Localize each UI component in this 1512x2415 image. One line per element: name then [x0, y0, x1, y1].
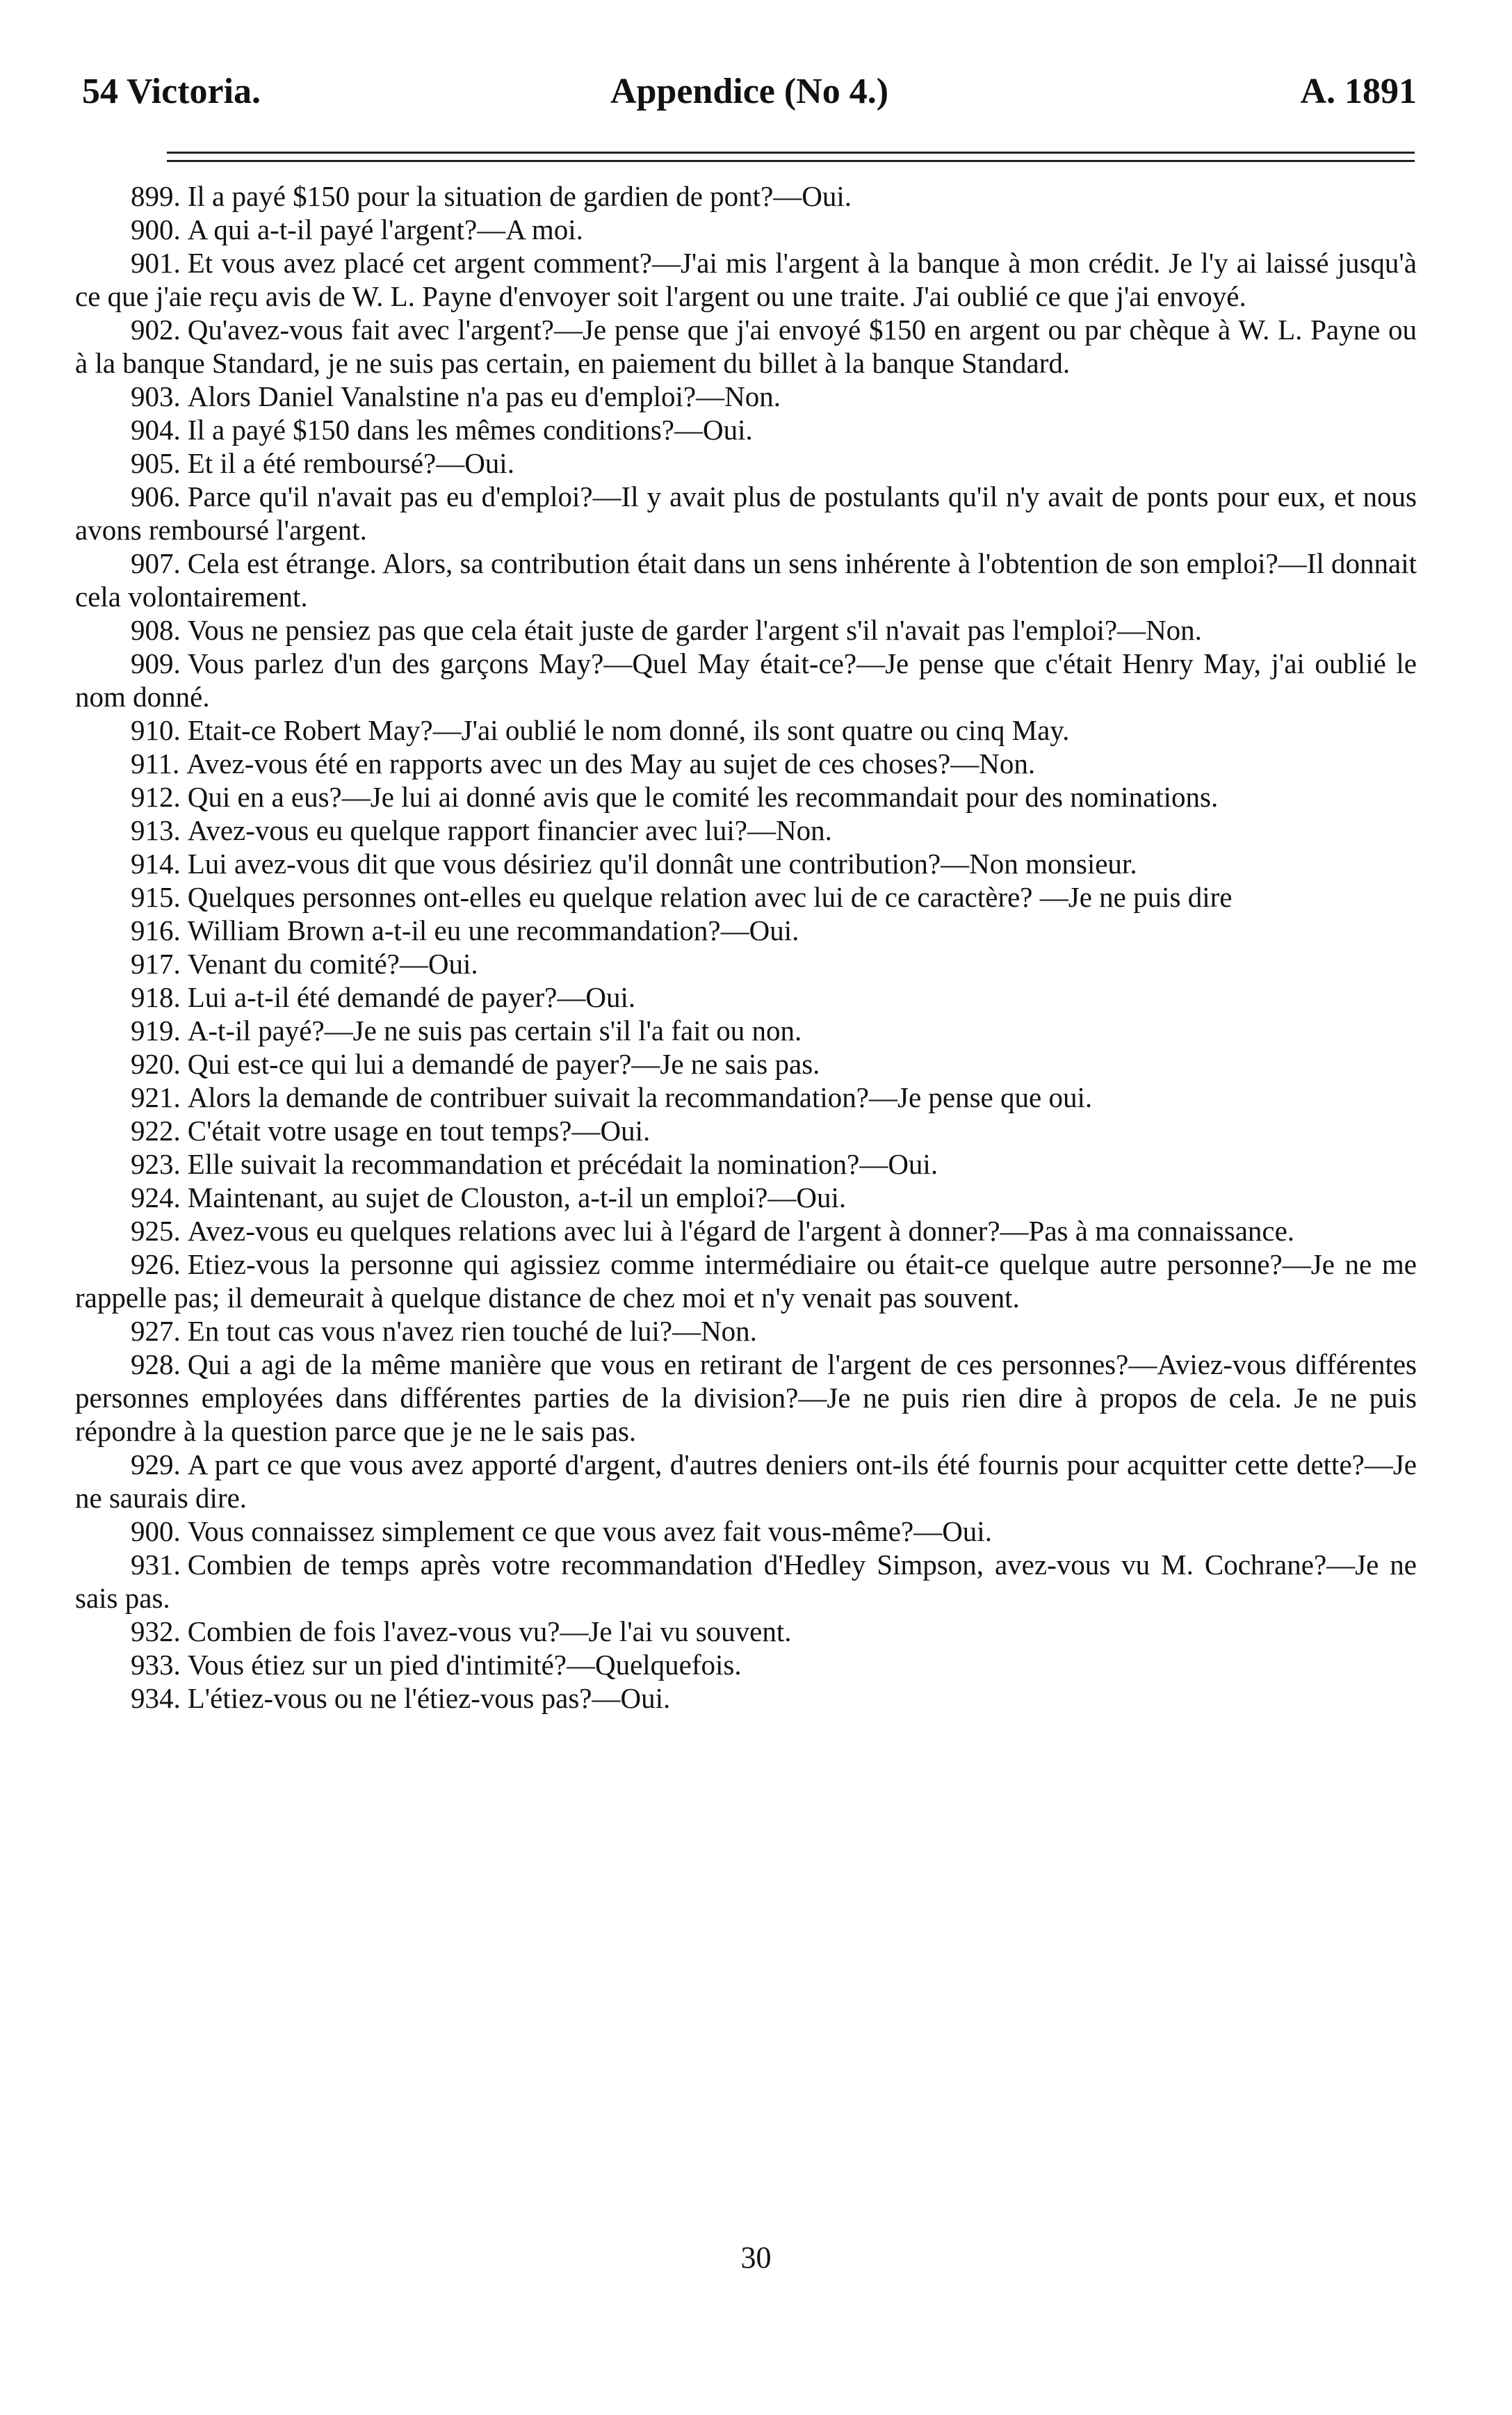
entry-text: Vous parlez d'un des garçons May?—Quel May était-ce?—Je pense que c'était Henry May, j'ai oublié le nom donné.: [75, 647, 1417, 713]
entry-number: 907.: [131, 547, 181, 579]
entry-text: Avez-vous été en rapports avec un des May au sujet de ces choses?—Non.: [186, 748, 1036, 780]
entry-number: 902.: [131, 314, 181, 346]
entry-text: Lui a-t-il été demandé de payer?—Oui.: [187, 981, 636, 1013]
entry-text: En tout cas vous n'avez rien touché de lui?—Non.: [187, 1315, 757, 1347]
entry-number: 924.: [131, 1181, 181, 1213]
entry-number: 927.: [131, 1315, 181, 1347]
testimony-entry: [75, 1181, 1417, 1214]
testimony-entry: [75, 1615, 1417, 1648]
entry-text: Cela est étrange. Alors, sa contribution était dans un sens inhérente à l'obtention de son emploi?—Il donnait cela volontairement.: [75, 547, 1417, 613]
entry-number: 934.: [131, 1682, 181, 1714]
entry-number: 913.: [131, 814, 181, 846]
testimony-entry: [75, 1681, 1417, 1715]
testimony-entry: [75, 446, 1417, 480]
testimony-entry: [75, 847, 1417, 880]
testimony-entry: [75, 1081, 1417, 1114]
entry-text: Vous ne pensiez pas que cela était juste de garder l'argent s'il n'avait pas l'emploi?—Non.: [187, 614, 1202, 646]
testimony-entry: [75, 313, 1417, 380]
entry-number: 900.: [131, 1515, 181, 1547]
entry-text: A part ce que vous avez apporté d'argent, d'autres deniers ont-ils été fournis pour acquitter cette dette?—Je ne saurais dire.: [75, 1448, 1417, 1514]
entry-text: Maintenant, au sujet de Clouston, a-t-il un emploi?—Oui.: [187, 1181, 847, 1213]
entry-text: Il a payé $150 dans les mêmes conditions?—Oui.: [187, 414, 753, 446]
entry-text: Qui est-ce qui lui a demandé de payer?—Je ne sais pas.: [187, 1048, 820, 1080]
testimony-entry: [75, 1648, 1417, 1681]
entry-text: Parce qu'il n'avait pas eu d'emploi?—Il y avait plus de postulants qu'il n'y avait de ponts pour eux, et nous avons remboursé l'argent.: [75, 480, 1417, 546]
entry-number: 899.: [131, 180, 181, 212]
entry-text: C'était votre usage en tout temps?—Oui.: [187, 1115, 651, 1147]
header-right: A. 1891: [1300, 72, 1417, 111]
testimony-entry: [75, 1448, 1417, 1515]
entry-number: 923.: [131, 1148, 181, 1180]
entry-text: Alors la demande de contribuer suivait la recommandation?—Je pense que oui.: [187, 1081, 1093, 1113]
entry-number: 903.: [131, 380, 181, 412]
testimony-entry: [75, 914, 1417, 947]
page-number: 30: [740, 2240, 772, 2275]
entry-text: Qu'avez-vous fait avec l'argent?—Je pense que j'ai envoyé $150 en argent ou par chèque à W. L. Payne ou à la banque Standard, je ne suis pas certain, en paiement du billet à la banque Standard.: [75, 314, 1417, 379]
entry-number: 906.: [131, 480, 181, 512]
entry-text: Avez-vous eu quelques relations avec lui à l'égard de l'argent à donner?—Pas à ma connaissance.: [187, 1215, 1295, 1247]
testimony-entry: [75, 179, 1417, 213]
testimony-entry: [75, 814, 1417, 847]
entry-number: 915.: [131, 881, 181, 913]
testimony-entry: [75, 647, 1417, 713]
entry-number: 901.: [131, 247, 181, 279]
entry-text: Combien de fois l'avez-vous vu?—Je l'ai vu souvent.: [187, 1615, 792, 1647]
entry-number: 922.: [131, 1115, 181, 1147]
entry-text: A-t-il payé?—Je ne suis pas certain s'il l'a fait ou non.: [187, 1015, 802, 1047]
entry-text: Vous étiez sur un pied d'intimité?—Quelquefois.: [187, 1649, 742, 1681]
testimony-entry: [75, 980, 1417, 1014]
testimony-entry: [75, 1047, 1417, 1081]
entry-text: Etiez-vous la personne qui agissiez comme intermédiaire ou était-ce quelque autre personne?—Je ne me rappelle pas; il demeurait à quelque distance de chez moi et n'y venait pas souvent.: [75, 1248, 1417, 1314]
entry-number: 912.: [131, 781, 181, 813]
entry-text: Quelques personnes ont-elles eu quelque relation avec lui de ce caractère? —Je ne puis dire: [187, 881, 1233, 913]
entry-text: Il a payé $150 pour la situation de gardien de pont?—Oui.: [187, 180, 852, 212]
testimony-entry: [75, 547, 1417, 613]
entry-number: 926.: [131, 1248, 181, 1280]
entry-number: 920.: [131, 1048, 181, 1080]
header-left: 54 Victoria.: [82, 72, 261, 111]
entry-number: 916.: [131, 914, 181, 946]
entry-number: 931.: [131, 1549, 181, 1581]
entry-number: 905.: [131, 447, 181, 479]
running-header: [82, 64, 1417, 120]
entry-text: A qui a-t-il payé l'argent?—A moi.: [187, 213, 583, 245]
entry-number: 911.: [131, 748, 180, 780]
testimony-entry: [75, 1214, 1417, 1247]
entry-number: 919.: [131, 1015, 181, 1047]
testimony-entry: [75, 1548, 1417, 1615]
testimony-body: [75, 179, 1417, 1715]
entry-number: 925.: [131, 1215, 181, 1247]
testimony-entry: [75, 1014, 1417, 1047]
entry-number: 904.: [131, 414, 181, 446]
entry-number: 918.: [131, 981, 181, 1013]
entry-text: Et vous avez placé cet argent comment?—J'ai mis l'argent à la banque à mon crédit. Je l'y ai laissé jusqu'à ce que j'aie reçu avis de W. L. Payne d'envoyer soit l'argent ou une traite. J'ai oublié ce que j'ai envoyé.: [75, 247, 1417, 312]
entry-number: 917.: [131, 948, 181, 980]
header-center: Appendice (No 4.): [610, 72, 889, 111]
entry-text: Qui a agi de la même manière que vous en retirant de l'argent de ces personnes?—Aviez-vous différentes personnes employées dans différentes parties de la division?—Je ne puis rien dire à propos de cela. Je ne puis répondre à la question parce que je ne le sais pas.: [75, 1348, 1417, 1447]
testimony-entry: [75, 480, 1417, 547]
entry-text: Lui avez-vous dit que vous désiriez qu'il donnât une contribution?—Non monsieur.: [187, 848, 1137, 880]
entry-number: 914.: [131, 848, 181, 880]
entry-number: 900.: [131, 213, 181, 245]
entry-number: 909.: [131, 647, 181, 679]
entry-number: 921.: [131, 1081, 181, 1113]
testimony-entry: [75, 213, 1417, 246]
testimony-entry: [75, 1515, 1417, 1548]
entry-text: Etait-ce Robert May?—J'ai oublié le nom donné, ils sont quatre ou cinq May.: [187, 714, 1070, 746]
entry-text: Avez-vous eu quelque rapport financier avec lui?—Non.: [187, 814, 832, 846]
entry-text: Venant du comité?—Oui.: [187, 948, 478, 980]
testimony-entry: [75, 246, 1417, 313]
header-rule-top: [167, 152, 1415, 154]
entry-text: Et il a été remboursé?—Oui.: [187, 447, 514, 479]
entry-text: Alors Daniel Vanalstine n'a pas eu d'emploi?—Non.: [187, 380, 781, 412]
testimony-entry: [75, 380, 1417, 413]
entry-number: 929.: [131, 1448, 181, 1480]
entry-text: William Brown a-t-il eu une recommandation?—Oui.: [187, 914, 799, 946]
entry-number: 910.: [131, 714, 181, 746]
testimony-entry: [75, 1348, 1417, 1448]
entry-text: Combien de temps après votre recommandation d'Hedley Simpson, avez-vous vu M. Cochrane?—Je ne sais pas.: [75, 1549, 1417, 1614]
testimony-entry: [75, 413, 1417, 446]
entry-number: 928.: [131, 1348, 181, 1380]
testimony-entry: [75, 747, 1417, 780]
testimony-entry: [75, 1314, 1417, 1348]
entry-text: Elle suivait la recommandation et précédait la nomination?—Oui.: [187, 1148, 938, 1180]
testimony-entry: [75, 780, 1417, 814]
testimony-entry: [75, 713, 1417, 747]
entry-text: L'étiez-vous ou ne l'étiez-vous pas?—Oui.: [187, 1682, 671, 1714]
entry-number: 932.: [131, 1615, 181, 1647]
header-rule-bottom: [167, 160, 1415, 162]
testimony-entry: [75, 880, 1417, 914]
testimony-entry: [75, 613, 1417, 647]
testimony-entry: [75, 1114, 1417, 1147]
testimony-entry: [75, 1247, 1417, 1314]
entry-number: 908.: [131, 614, 181, 646]
testimony-entry: [75, 1147, 1417, 1181]
testimony-entry: [75, 947, 1417, 980]
entry-text: Qui en a eus?—Je lui ai donné avis que le comité les recommandait pour des nominations.: [187, 781, 1219, 813]
entry-text: Vous connaissez simplement ce que vous avez fait vous-même?—Oui.: [187, 1515, 992, 1547]
entry-number: 933.: [131, 1649, 181, 1681]
